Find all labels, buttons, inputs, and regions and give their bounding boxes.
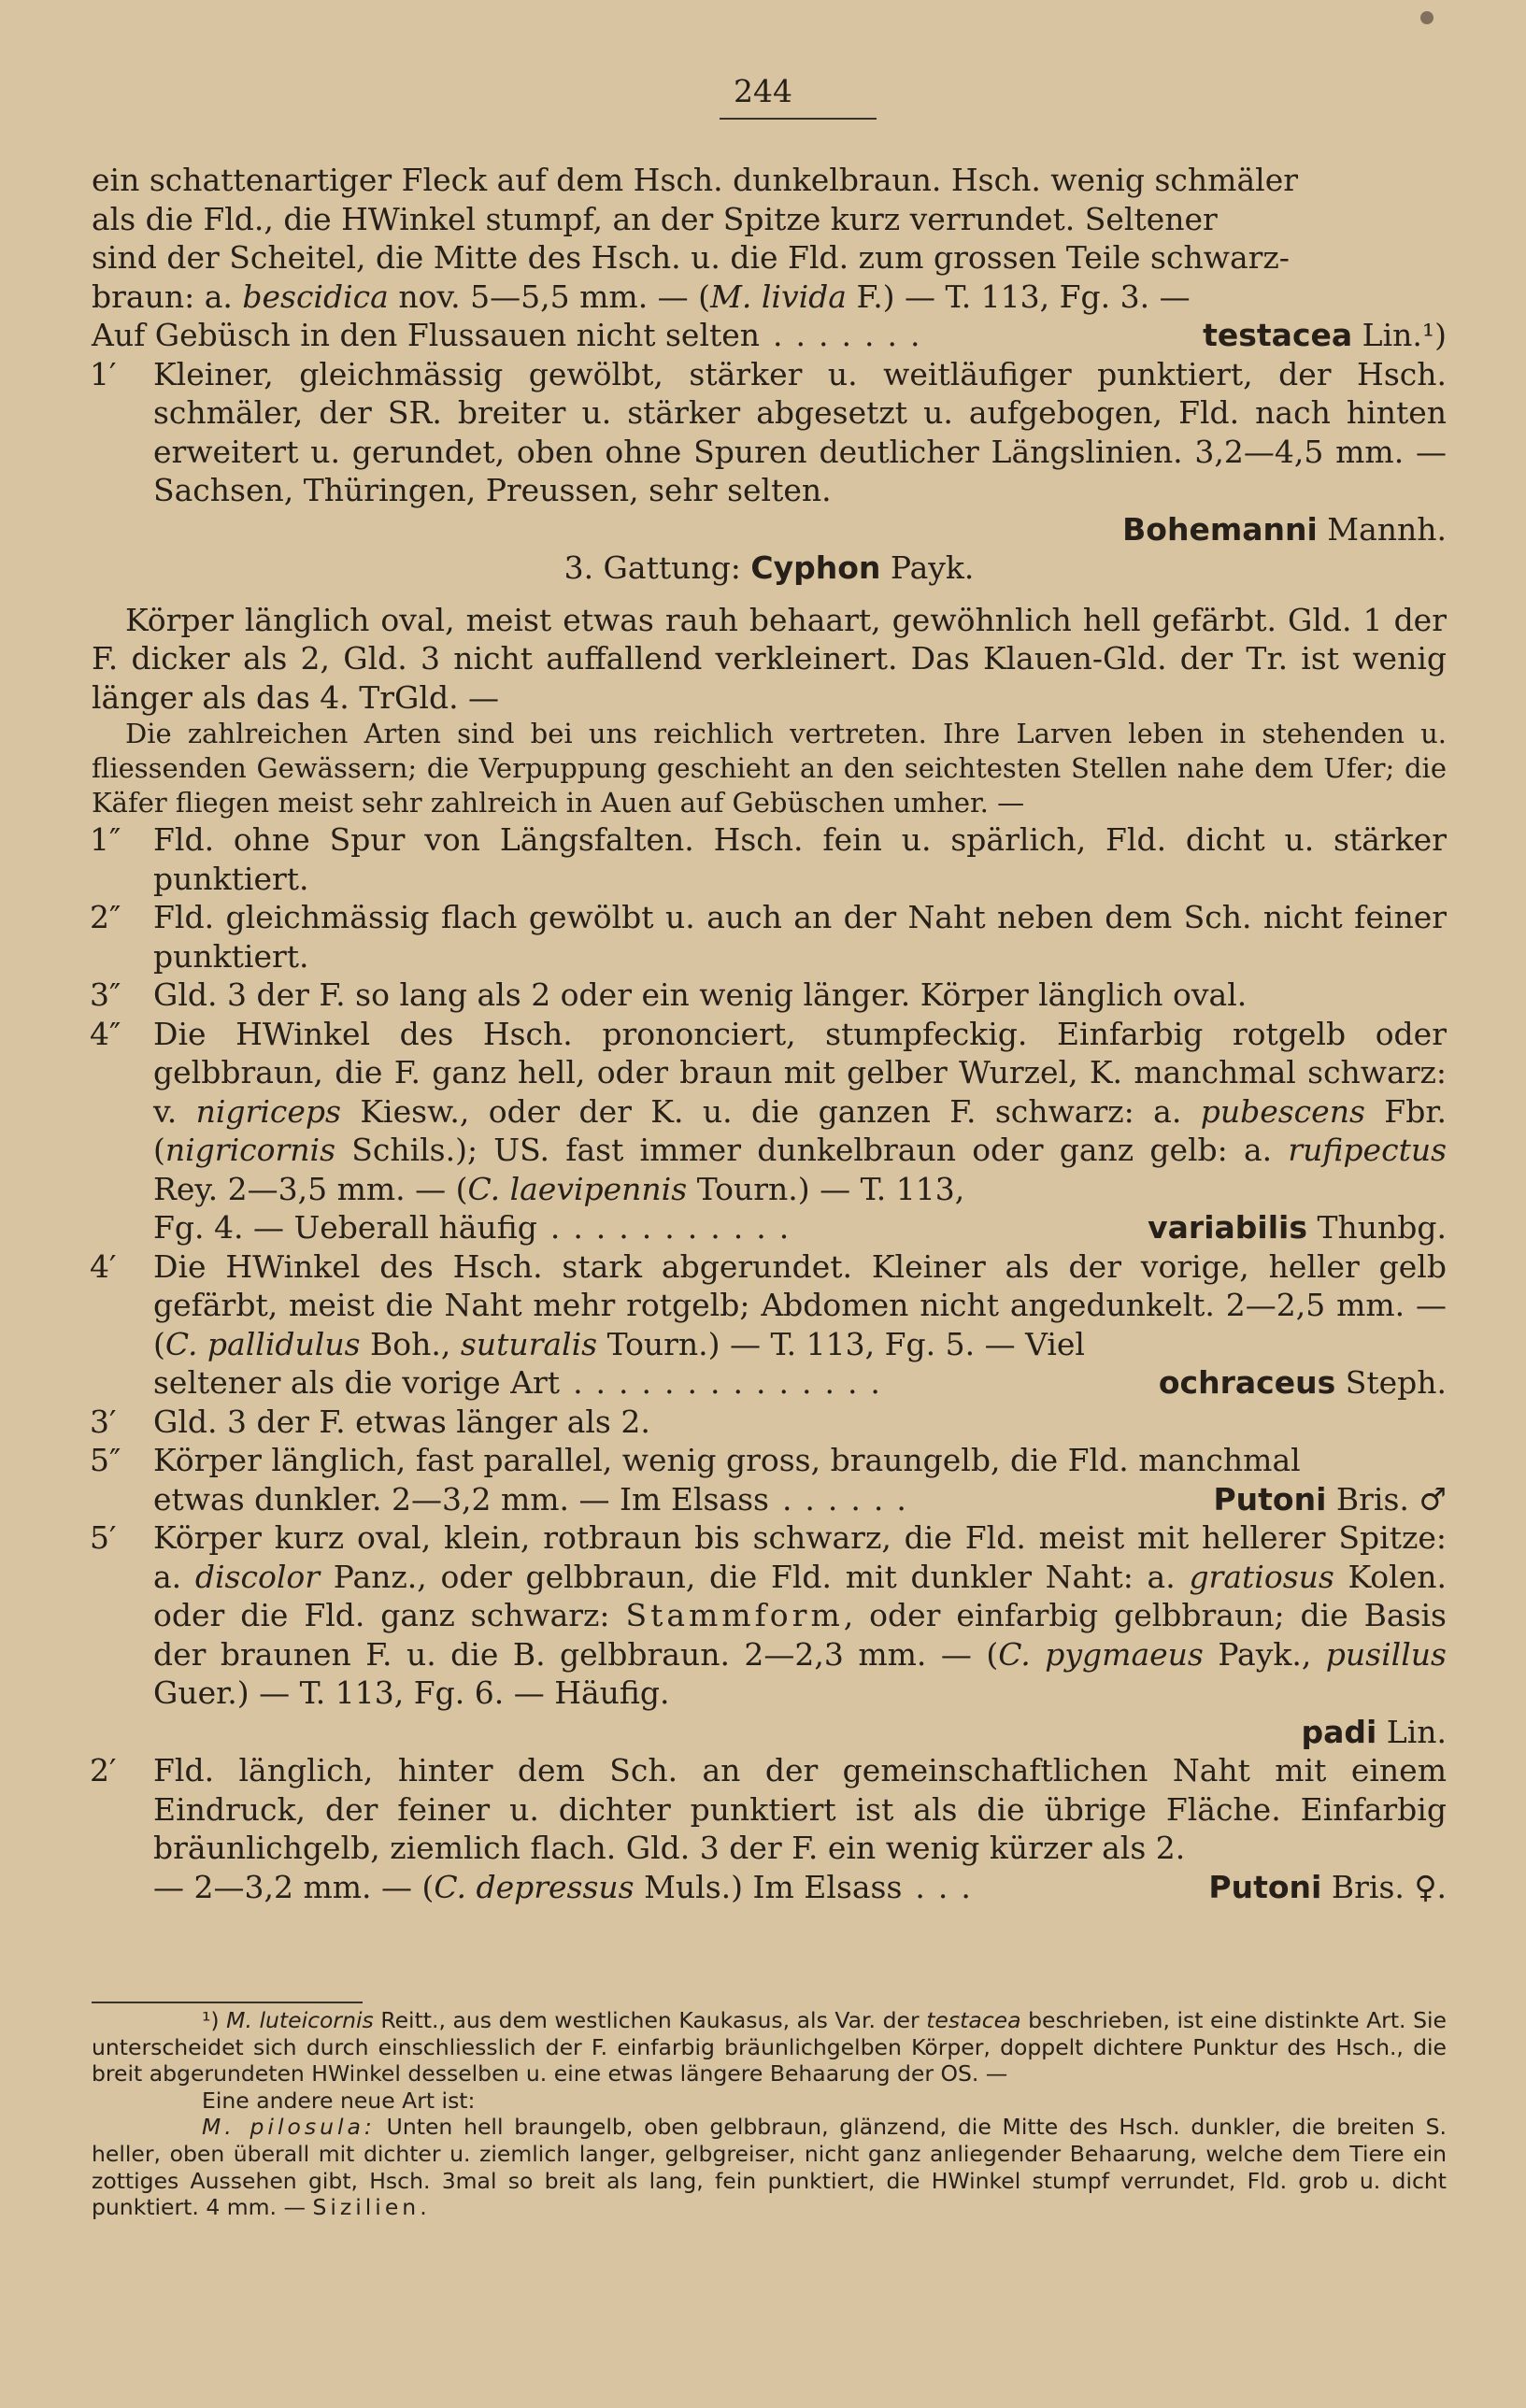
taxon-name: nigricornis — [164, 1132, 336, 1168]
species-line-padi — [92, 1713, 1447, 1752]
footnote-rule — [92, 2002, 363, 2003]
page-number: 244 — [734, 73, 792, 109]
key-number: 3″ — [90, 976, 121, 1013]
key-number: 4″ — [90, 1015, 121, 1052]
text-span: Die HWinkel des Hsch. stark abgerundet. Kleiner als der vorige, heller gelb gefärbt, meist die Naht mehr rotgelb; Abdomen nicht angedunkelt. 2—2,5 mm. — ( — [153, 1247, 1447, 1362]
species-author: Thunbg. — [1317, 1209, 1447, 1246]
leader-dots: ... — [915, 1868, 984, 1905]
spaced-term: Stammform — [625, 1597, 844, 1633]
genus-heading — [92, 549, 1447, 588]
text-span: etwas dunkler. 2—3,2 mm. — Im Elsass — [153, 1480, 769, 1517]
species-name: Putoni — [1208, 1868, 1322, 1905]
key-number: 1″ — [90, 821, 121, 858]
species-author: Mannh. — [1327, 510, 1447, 548]
key-entry-1-prime — [92, 355, 1447, 510]
key-number: 2′ — [90, 1752, 117, 1788]
taxon-name: suturalis — [460, 1325, 598, 1362]
text-span: braun: a. — [92, 278, 233, 315]
species-name: testacea — [1203, 317, 1353, 353]
genus-description: Körper länglich oval, meist etwas rauh behaart, gewöhnlich hell gefärbt. Gld. 1 der F. dicker als 2, Gld. 3 nicht auffallend verkleinert. Das Klauen-Gld. der Tr. ist wenig länger als das 4. TrGld. — — [92, 601, 1447, 716]
taxon-name: gratiosus — [1189, 1558, 1334, 1595]
species-name: padi — [1301, 1713, 1377, 1750]
text-span: Tourn.) — T. 113, — [696, 1170, 965, 1207]
key-entry-2 — [92, 898, 1447, 976]
key-text: Fld. länglich, hinter dem Sch. an der gemeinschaftlichen Naht mit einem Eindruck, der feiner u. dichter punktiert ist als die übrige Fläche. Einfarbig bräunlichgelb, ziemlich flach. Gld. 3 der F. ein wenig kürzer als 2. — [153, 1752, 1447, 1866]
male-symbol: ♂ — [1419, 1480, 1447, 1517]
key-text: Gld. 3 der F. etwas länger als 2. — [153, 1403, 650, 1440]
page-number-rule — [720, 118, 877, 120]
taxon-name: nigriceps — [195, 1092, 341, 1130]
species-name: ochraceus — [1158, 1364, 1336, 1401]
text-span: Die HWinkel des Hsch. prononciert, stumpfeckig. Einfarbig rotgelb oder gelbbraun, die F. ganz hell, oder braun mit gelber Wurzel, K. manchmal schwarz: v. — [153, 1015, 1447, 1130]
taxon-name: M. luteicornis — [226, 2007, 374, 2033]
taxon-name: C. depressus — [434, 1868, 635, 1905]
key-number: 1′ — [90, 355, 117, 392]
text-span: beschrieben, ist eine distinkte Art. Sie unterscheidet sich durch einschliesslich der F. einfarbig bräunlichgelben Körper, doppelt dichtere Punktur des Hsch., die breit abgerundeten HWinkel desselben u. eine etwas längere Behaarung der OS. — — [92, 2007, 1447, 2087]
text-span: nov. 5—5,5 mm. — ( — [398, 278, 711, 315]
key-text: Gld. 3 der F. so lang als 2 oder ein wenig länger. Körper länglich oval. — [153, 976, 1248, 1013]
species-author: Steph. — [1345, 1364, 1447, 1401]
continued-line-3: sind der Scheitel, die Mitte des Hsch. u. die Fld. zum grossen Teile schwarz- — [92, 239, 1290, 276]
text-span: Rey. 2—3,5 mm. — ( — [153, 1170, 468, 1207]
species-line-putoni-male — [92, 1480, 1447, 1519]
taxon-name: C. pallidulus — [164, 1325, 361, 1362]
text-span: Auf Gebüsch in den Flussauen nicht selten — [92, 317, 761, 353]
text-span: Körper kurz oval, klein, rotbraun bis schwarz, die Fld. meist mit hellerer Spitze: a. — [153, 1519, 1447, 1595]
text-span: Guer.) — T. 113, Fg. 6. — Häufig. — [153, 1674, 670, 1711]
genus-prefix: 3. Gattung: — [563, 549, 741, 586]
text-span: F.) — T. 113, Fg. 3. — — [856, 278, 1191, 315]
key-number: 5″ — [90, 1442, 121, 1478]
leader-dots: ...... — [781, 1480, 920, 1517]
key-entry-3 — [92, 976, 1447, 1015]
key-entry-5 — [92, 1441, 1447, 1480]
main-text — [92, 161, 1447, 1906]
species-name: Putoni — [1213, 1480, 1327, 1517]
key-entry-3-prime — [92, 1403, 1447, 1442]
genus-name: Cyphon — [750, 549, 881, 586]
text-span: Boh., — [370, 1325, 451, 1362]
leader-dots: .............. — [573, 1364, 893, 1401]
footnote-paragraph-3 — [92, 2114, 1447, 2220]
taxon-name: testacea — [926, 2007, 1021, 2033]
text-span: Muls.) Im Elsass — [644, 1868, 903, 1905]
species-name: Bohemanni — [1122, 510, 1318, 548]
key-number: 3′ — [90, 1403, 117, 1440]
key-entry-4 — [92, 1015, 1447, 1209]
key-number: 5′ — [90, 1519, 117, 1556]
leader-dots: ....... — [773, 317, 934, 353]
text-span: , oder einfarbig gelbbraun; die Basis der braunen F. u. die B. gelbbraun. 2—2,3 mm. — ( — [153, 1597, 1447, 1673]
key-text: Körper länglich, fast parallel, wenig gross, braungelb, die Fld. manchmal — [153, 1442, 1301, 1478]
footnote — [92, 2007, 1447, 2221]
species-author: Lin. — [1386, 1713, 1447, 1750]
footnote-paragraph-1 — [92, 2007, 1447, 2087]
text-span: Tourn.) — T. 113, Fg. 5. — Viel — [606, 1325, 1085, 1362]
continued-line-4 — [92, 278, 1447, 317]
text-span: Schils.); US. fast immer dunkelbraun oder ganz gelb: a. — [351, 1132, 1273, 1168]
key-entry-1 — [92, 820, 1447, 898]
ink-spot — [1420, 11, 1433, 24]
species-line-testacea — [92, 316, 1447, 355]
taxon-name: M. pilosula: — [202, 2114, 376, 2141]
species-line-ochraceus — [92, 1363, 1447, 1403]
taxon-name: M. livida — [710, 278, 847, 315]
key-text: Fld. ohne Spur von Längsfalten. Hsch. fein u. spärlich, Fld. dicht u. stärker punktiert. — [153, 821, 1447, 897]
taxon-name: pubescens — [1200, 1092, 1365, 1130]
key-entry-2-prime — [92, 1751, 1447, 1868]
spaced-term: Sizilien. — [312, 2194, 431, 2221]
species-name: variabilis — [1148, 1209, 1307, 1246]
taxon-name: C. laevipennis — [467, 1170, 688, 1207]
taxon-name: rufipectus — [1288, 1132, 1448, 1168]
continued-line-2: als die Fld., die HWinkel stumpf, an der Spitze kurz verrundet. Seltener — [92, 200, 1218, 237]
species-author: Lin.¹) — [1362, 317, 1447, 353]
taxon-name: pusillus — [1325, 1635, 1447, 1673]
text-span: — 2—3,2 mm. — ( — [153, 1868, 435, 1905]
text-span: Kiesw., oder der K. u. die ganzen F. schwarz: a. — [360, 1092, 1182, 1130]
key-text: Fld. gleichmässig flach gewölbt u. auch an der Naht neben dem Sch. nicht feiner punktiert. — [153, 899, 1447, 975]
key-number: 2″ — [90, 899, 121, 935]
text-span: Panz., oder gelbbraun, die Fld. mit dunkler Naht: a. — [333, 1558, 1176, 1595]
species-line-variabilis — [92, 1208, 1447, 1247]
taxon-name: discolor — [194, 1558, 321, 1595]
species-author: Bris. — [1331, 1868, 1405, 1905]
footnote-mark: ¹) — [202, 2007, 220, 2033]
species-line-bohemanni — [92, 510, 1447, 549]
genus-notes: Die zahlreichen Arten sind bei uns reichlich vertreten. Ihre Larven leben in stehenden u. fliessenden Gewässern; die Verpuppung geschieht an den seichtesten Stellen nahe dem Ufer; die Käfer fliegen meist sehr zahlreich in Auen auf Gebüschen umher. — — [92, 718, 1447, 819]
female-symbol: ♀. — [1414, 1868, 1447, 1905]
taxon-name: bescidica — [242, 278, 389, 315]
text-span: Payk., — [1218, 1635, 1312, 1673]
text-span: Kolen. oder die Fld. ganz schwarz: — [153, 1558, 1447, 1633]
key-number: 4′ — [90, 1247, 117, 1285]
text-span: Fbr. ( — [153, 1092, 1447, 1168]
species-author: Bris. — [1335, 1480, 1409, 1517]
key-entry-4-prime — [92, 1247, 1447, 1364]
text-span: Fg. 4. — Ueberall häufig — [153, 1209, 537, 1246]
text-span: seltener als die vorige Art — [153, 1364, 561, 1401]
key-text: Kleiner, gleichmässig gewölbt, stärker u. weitläufiger punktiert, der Hsch. schmäler, der SR. breiter u. stärker abgesetzt u. aufgebogen, Fld. nach hinten erweitert u. gerundet, oben ohne Spuren deutlicher Längslinien. 3,2—4,5 mm. — Sachsen, Thüringen, Preussen, sehr selten. — [153, 355, 1447, 508]
text-span: Unten hell braungelb, oben gelbbraun, glänzend, die Mitte des Hsch. dunkler, die breiten S. heller, oben überall mit dichter u. ziemlich langer, gelbgreiser, nicht ganz anliegender Behaarung, welche dem Tiere ein zottiges Aussehen gibt, Hsch. 3mal so breit als lang, fein punktiert, die HWinkel stumpf verrundet, Fld. grob u. dicht punktiert. 4 mm. — — [92, 2114, 1447, 2221]
footnote-paragraph-2: Eine andere neue Art ist: — [202, 2087, 476, 2114]
leader-dots: ........... — [549, 1209, 803, 1246]
taxon-name: C. pygmaeus — [998, 1635, 1204, 1673]
species-line-putoni-female — [92, 1868, 1447, 1907]
genus-author: Payk. — [890, 549, 975, 586]
continued-line-1: ein schattenartiger Fleck auf dem Hsch. dunkelbraun. Hsch. wenig schmäler — [92, 162, 1298, 198]
text-span: Reitt., aus dem westlichen Kaukasus, als Var. der — [380, 2007, 920, 2033]
key-entry-5-prime — [92, 1518, 1447, 1713]
